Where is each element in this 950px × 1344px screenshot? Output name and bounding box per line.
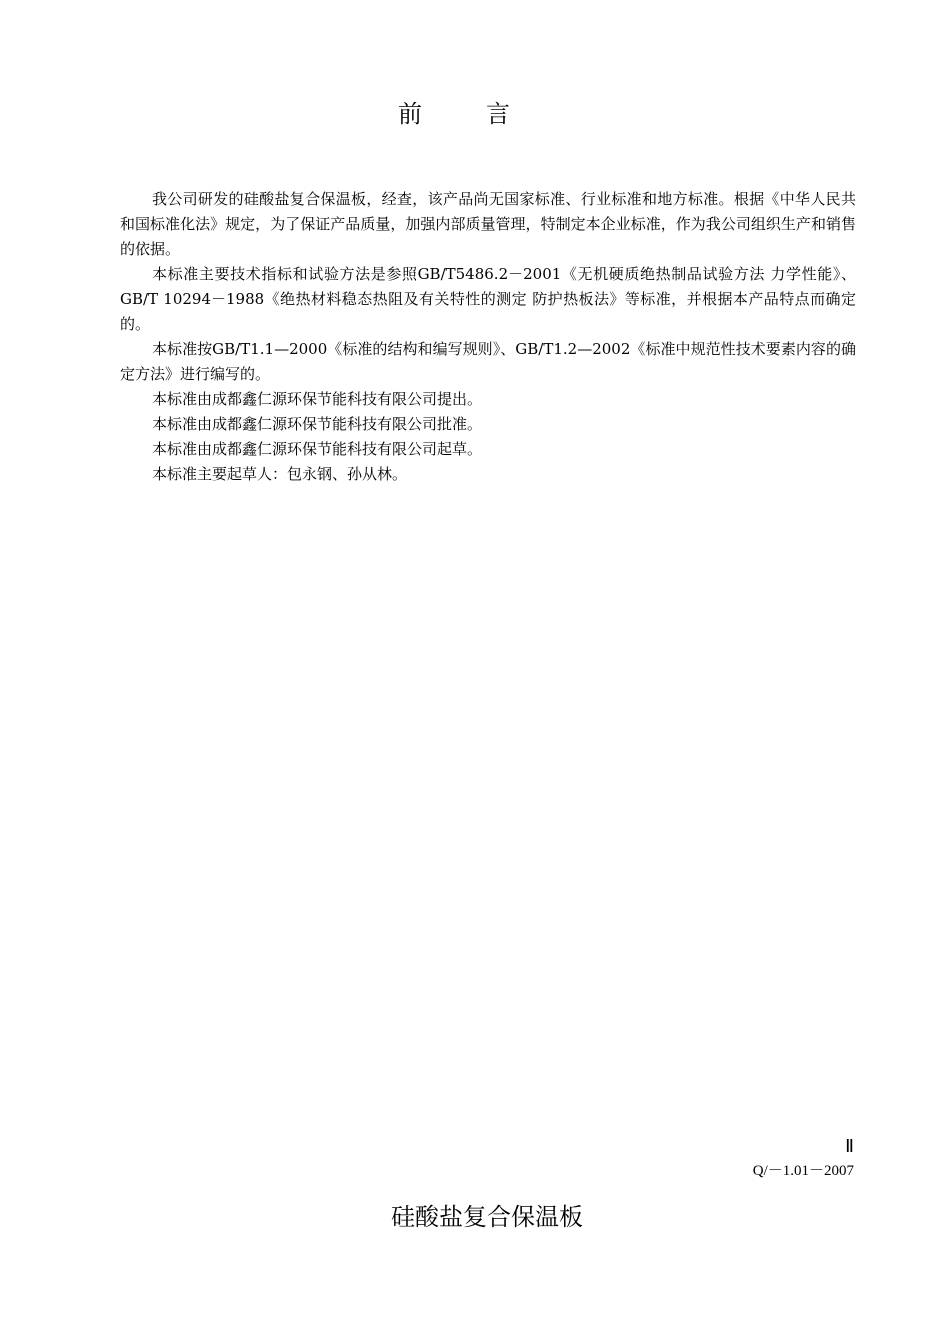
foreword-paragraph: 本标准主要技术指标和试验方法是参照GB/T5486.2－2001《无机硬质绝热制品试验方法 力学性能》、GB/T 10294－1988《绝热材料稳态热阻及有关特性的测定 防护热板法》等标准，并根据本产品特点而确定的。 (120, 265, 856, 333)
page-number: Ⅱ (845, 1136, 854, 1156)
foreword-paragraph: 本标准由成都鑫仁源环保节能科技有限公司批准。 (152, 415, 483, 433)
document-code: Q/－1.01－2007 (752, 1163, 854, 1179)
foreword-paragraph: 本标准由成都鑫仁源环保节能科技有限公司起草。 (152, 440, 483, 458)
foreword-body (120, 187, 856, 487)
foreword-paragraph: 本标准主要起草人：包永钢、孙从林。 (152, 465, 408, 483)
foreword-paragraph: 本标准由成都鑫仁源环保节能科技有限公司提出。 (152, 390, 483, 408)
page-title: 前言 (398, 100, 574, 128)
next-page-title: 硅酸盐复合保温板 (391, 1203, 583, 1231)
foreword-paragraph: 我公司研发的硅酸盐复合保温板，经查，该产品尚无国家标准、行业标准和地方标准。根据《中华人民共和国标准化法》规定，为了保证产品质量，加强内部质量管理，特制定本企业标准，作为我公司组织生产和销售的依据。 (120, 190, 856, 258)
foreword-paragraph: 本标准按GB/T1.1—2000《标准的结构和编写规则》、GB/T1.2—2002《标准中规范性技术要素内容的确定方法》进行编写的。 (120, 340, 856, 383)
